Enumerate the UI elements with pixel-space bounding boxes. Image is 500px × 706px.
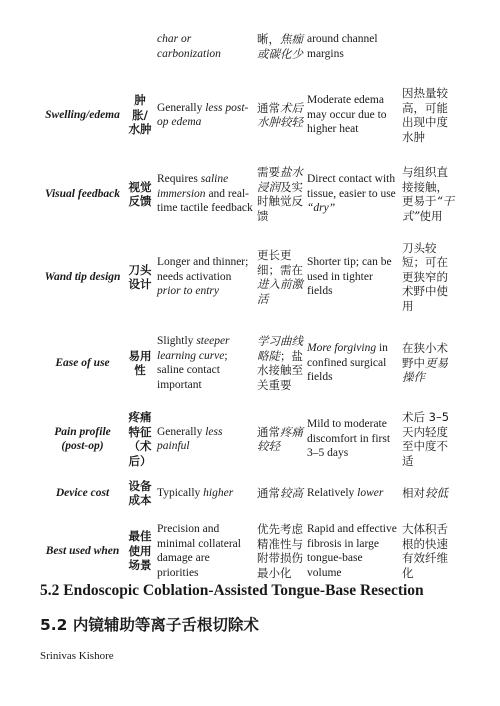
row-label-chinese: [125, 30, 155, 75]
text-segment: 术后水肿较轻: [257, 100, 303, 129]
text-segment: 需要: [257, 165, 280, 179]
coblation-english-cell: [155, 75, 255, 155]
radiofrequency-chinese-cell: [400, 321, 458, 405]
section-heading-english: 5.2 Endoscopic Coblation-Assisted Tongue-Base Resection: [40, 582, 424, 599]
row-label-chinese: 刀头设计: [128, 262, 152, 291]
row-label-chinese: 肿胀/水肿: [128, 93, 152, 137]
text-segment: Moderate edema may occur due to higher heat: [307, 94, 387, 136]
text-segment: 通常: [257, 485, 280, 500]
text-segment: 大体积舌根的快速有效纤维化: [402, 522, 448, 580]
row-label-chinese: 最佳使用场景: [128, 529, 152, 573]
radiofrequency-english-cell: [305, 513, 400, 589]
row-label: [40, 30, 125, 75]
text-segment: 在狭小术野中: [402, 341, 448, 370]
row-label-chinese: 视觉反馈: [128, 179, 152, 208]
text-segment: 优先考虑精准性与附带损伤最小化: [257, 522, 303, 580]
radiofrequency-english-cell: [305, 321, 400, 405]
text-segment: 较高: [280, 485, 303, 500]
coblation-chinese-cell: [255, 473, 305, 513]
text-segment: More forgiving: [307, 342, 377, 355]
row-label: Wand tip design: [44, 270, 121, 283]
text-segment: Slightly: [157, 335, 197, 347]
text-segment: Typically: [157, 486, 204, 499]
text-segment: less painful: [157, 425, 223, 452]
comparison-table-body: [40, 30, 458, 589]
table-row: [40, 473, 458, 513]
author-name: Srinivas Kishore: [40, 650, 114, 662]
row-label: Visual feedback: [44, 187, 121, 200]
coblation-chinese-cell: [255, 513, 305, 589]
text-segment: 疼痛较轻: [257, 424, 303, 453]
text-segment: ；盐水接触至关重要: [257, 348, 303, 392]
text-segment: around channel margins: [307, 33, 378, 60]
text-segment: 较低: [425, 485, 448, 500]
radiofrequency-english-cell: [305, 75, 400, 155]
coblation-chinese-cell: [255, 155, 305, 233]
text-segment: 使用: [419, 208, 443, 223]
radiofrequency-chinese-cell: [400, 473, 458, 513]
text-segment: steeper learning curve: [157, 335, 230, 362]
row-label-chinese: 设备成本: [128, 478, 152, 507]
coblation-english-cell: [155, 513, 255, 589]
text-segment: “干式”: [402, 194, 454, 223]
text-segment: 更长更细；需在: [257, 248, 303, 277]
text-segment: 通常: [257, 100, 280, 115]
radiofrequency-english-cell: [305, 233, 400, 321]
row-label-chinese: 易用性: [128, 348, 152, 377]
text-segment: 因热量较高，可能出现中度水肿: [402, 86, 448, 144]
coblation-chinese-cell: [255, 233, 305, 321]
radiofrequency-english-cell: [305, 30, 400, 75]
coblation-chinese-cell: [255, 321, 305, 405]
text-segment: “dry”: [307, 202, 336, 215]
text-segment: Precision and minimal collateral damage are priorities: [157, 523, 241, 579]
coblation-english-cell: [155, 233, 255, 321]
text-segment: Generally: [157, 425, 206, 438]
table-row: [40, 321, 458, 405]
coblation-chinese-cell: [255, 30, 305, 75]
row-label: Pain profile (post-op): [54, 425, 111, 452]
text-segment: 焦痂或碳化少: [257, 32, 303, 61]
text-segment: prior to entry: [157, 285, 219, 298]
table-row: [40, 513, 458, 589]
table-row: [40, 405, 458, 473]
row-label: Device cost: [55, 486, 110, 499]
section-heading-chinese: 5.2 内镜辅助等离子舌根切除术: [40, 616, 259, 634]
table-row: [40, 75, 458, 155]
text-segment: Rapid and effective fibrosis in large tongue-base volume: [307, 523, 397, 579]
text-segment: 术后 3–5 天内轻度至中度不适: [402, 410, 450, 468]
row-label: Swelling/edema: [45, 108, 120, 121]
text-segment: and real-time tactile feedback: [157, 187, 253, 215]
coblation-chinese-cell: [255, 75, 305, 155]
row-label: Ease of use: [55, 356, 110, 369]
radiofrequency-chinese-cell: [400, 75, 458, 155]
text-segment: lower: [357, 486, 384, 499]
text-segment: higher: [203, 486, 234, 499]
text-segment: 相对: [402, 485, 425, 500]
table-row: [40, 30, 458, 75]
text-segment: Generally: [157, 101, 206, 114]
text-segment: 进入前激活: [257, 277, 303, 306]
text-segment: Relatively: [307, 486, 358, 499]
text-segment: 更易操作: [402, 355, 448, 385]
text-segment: Direct contact with tissue, easier to use: [307, 173, 396, 200]
text-segment: 及实时触觉反馈: [257, 179, 303, 223]
radiofrequency-chinese-cell: [400, 233, 458, 321]
text-segment: 盐水浸润: [257, 165, 303, 194]
text-segment: 晰，: [257, 32, 280, 46]
radiofrequency-chinese-cell: [400, 155, 458, 233]
table-row: [40, 155, 458, 233]
text-segment: 通常: [257, 424, 280, 439]
text-segment: 刀头较短；可在更狭窄的术野中使用: [402, 240, 448, 313]
text-segment: in confined surgical fields: [307, 342, 388, 384]
coblation-english-cell: [155, 155, 255, 233]
text-segment: saline immersion: [157, 173, 229, 200]
table-row: [40, 233, 458, 321]
text-segment: char or carbonization: [157, 33, 221, 60]
text-segment: Mild to moderate discomfort in first 3–5 days: [307, 418, 391, 460]
text-segment: Requires: [157, 173, 201, 186]
text-segment: Shorter tip; can be used in tighter fields: [307, 256, 392, 298]
text-segment: less post-op edema: [157, 101, 249, 128]
radiofrequency-chinese-cell: [400, 513, 458, 589]
radiofrequency-chinese-cell: [400, 405, 458, 473]
radiofrequency-english-cell: [305, 405, 400, 473]
radiofrequency-english-cell: [305, 473, 400, 513]
text-segment: 学习曲线略陡: [257, 334, 303, 363]
coblation-english-cell: [155, 405, 255, 473]
comparison-table: [40, 30, 458, 589]
coblation-chinese-cell: [255, 405, 305, 473]
coblation-english-cell: [155, 321, 255, 405]
text-segment: 与组织直接接触，更易于: [402, 165, 448, 208]
text-segment: Longer and thinner; needs activation: [157, 256, 249, 283]
coblation-english-cell: [155, 473, 255, 513]
radiofrequency-english-cell: [305, 155, 400, 233]
text-segment: ; saline contact important: [157, 349, 228, 391]
radiofrequency-chinese-cell: [400, 30, 458, 75]
row-label-chinese: 疼痛特征（术后）: [128, 410, 152, 468]
row-label: Best used when: [45, 544, 120, 557]
coblation-english-cell: [155, 30, 255, 75]
